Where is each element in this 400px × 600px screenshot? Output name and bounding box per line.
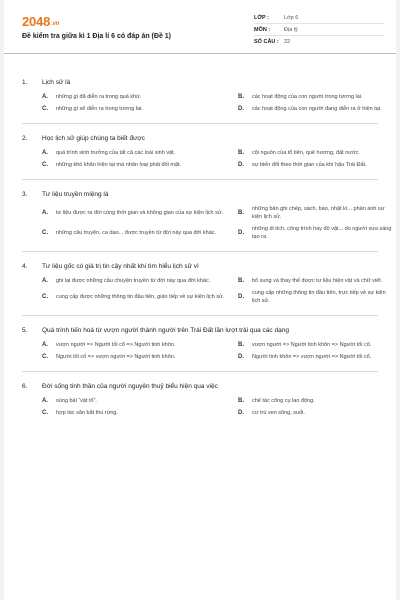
option-letter: B. [238, 278, 244, 284]
option-text: vượn người => Người tối cổ => Người tinh khôn. [56, 342, 176, 348]
option-letter: A. [42, 210, 48, 216]
question-number: 3. [22, 191, 28, 198]
option-text: quá trình sinh trưởng của tất cả các loài sinh vật. [56, 150, 176, 156]
meta-value: 22 [284, 39, 291, 45]
question-text: Tư liệu gốc có giá trị tin cậy nhất khi tìm hiểu lịch sử vì [42, 263, 199, 270]
option-letter: D. [238, 410, 244, 416]
option-letter: A. [42, 278, 48, 284]
option-text: cội nguồn của tổ tiên, quê hương, đất nước. [252, 150, 360, 156]
option-letter: C. [42, 162, 48, 168]
divider [22, 315, 378, 316]
option-text: những di tích, công trình hay đồ vật... do người xưa sáng tạo ra. [252, 226, 392, 240]
answer-options [22, 205, 392, 241]
question-text: Lịch sử là [42, 79, 71, 86]
option-c[interactable] [42, 289, 230, 305]
option-a[interactable] [42, 149, 230, 157]
question-text: Học lịch sử giúp chúng ta biết được [42, 135, 145, 142]
option-letter: D. [238, 106, 244, 112]
answer-options [22, 93, 382, 113]
meta-row-subject [254, 24, 384, 36]
option-letter: B. [238, 150, 244, 156]
meta-label: LỚP : [254, 14, 269, 21]
option-letter: A. [42, 94, 48, 100]
option-letter: D. [238, 230, 244, 236]
meta-row-count [254, 36, 384, 48]
option-letter: B. [238, 342, 244, 348]
option-a[interactable] [42, 397, 230, 405]
option-text: cư trú ven sông, suối. [252, 410, 305, 416]
answer-options [22, 341, 378, 361]
option-d[interactable] [238, 409, 396, 417]
logo-main: 2048 [22, 14, 51, 29]
question-number: 1. [22, 79, 28, 86]
option-letter: C. [42, 410, 48, 416]
question-list [4, 78, 396, 417]
option-a[interactable] [42, 93, 230, 101]
meta-row-class [254, 12, 384, 24]
option-letter: A. [42, 342, 48, 348]
document-title: Đề kiểm tra giữa kì 1 Địa lí 6 có đáp án (Đề 1) [22, 33, 172, 40]
option-text: tư liệu được ra đời cùng thời gian và không gian của sự kiện lịch sử. [56, 210, 224, 216]
question-5 [4, 326, 396, 372]
option-letter: B. [238, 210, 244, 216]
option-c[interactable] [42, 161, 230, 169]
option-c[interactable] [42, 225, 230, 241]
option-text: vượn người => Người tinh khôn => Người tối cổ. [252, 342, 372, 348]
option-a[interactable] [42, 341, 230, 349]
question-text: Đời sống tinh thần của người nguyên thuỷ biểu hiện qua việc [42, 383, 218, 390]
option-text: sùng bái “vật tổ”. [56, 398, 97, 404]
option-letter: C. [42, 294, 48, 300]
option-d[interactable] [238, 161, 396, 169]
question-2 [4, 134, 396, 180]
option-letter: A. [42, 150, 48, 156]
option-letter: C. [42, 354, 48, 360]
option-text: cung cấp được những thông tin đầu tiên, gián tiếp về sự kiện lịch sử. [56, 294, 225, 300]
question-4 [4, 262, 396, 316]
meta-value: Địa lý [284, 26, 298, 33]
meta-info [254, 12, 384, 48]
answer-options [22, 149, 378, 169]
option-text: Người tinh khôn => vượn người => Người tối cổ. [252, 354, 372, 360]
option-b[interactable] [238, 205, 396, 221]
question-number: 4. [22, 263, 28, 270]
option-letter: C. [42, 106, 48, 112]
option-d[interactable] [238, 353, 396, 361]
question-number: 5. [22, 327, 28, 334]
option-a[interactable] [42, 205, 230, 221]
option-letter: A. [42, 398, 48, 404]
option-text: những khó khăn hiện tại mà nhân loại phải đối mặt. [56, 162, 182, 168]
question-number: 2. [22, 135, 28, 142]
option-c[interactable] [42, 353, 230, 361]
option-text: sự biến đổi theo thời gian của khí hậu Trái Đất. [252, 162, 367, 168]
option-text: những câu truyện, ca dao... được truyền từ đời này qua đời khác. [56, 230, 217, 236]
option-letter: C. [42, 230, 48, 236]
option-b[interactable] [238, 93, 396, 101]
option-letter: D. [238, 162, 244, 168]
divider [22, 179, 378, 180]
option-text: những bản ghi chép, sách, báo, nhật kí... phản ánh sự kiện lịch sử. [252, 206, 385, 220]
question-1 [4, 78, 396, 124]
meta-label: MÔN : [254, 26, 271, 33]
option-letter: B. [238, 398, 244, 404]
divider [22, 123, 378, 124]
option-letter: D. [238, 354, 244, 360]
question-text: Quá trình tiến hoá từ vượn người thành người trên Trái Đất lần lượt trải qua các dạng [42, 327, 289, 334]
option-text: bổ sung và thay thế được tư liệu hiện vật và chữ viết. [252, 278, 383, 284]
option-text: Người tối cổ => vượn người => Người tinh khôn. [56, 354, 176, 360]
option-d[interactable] [238, 289, 396, 305]
meta-label: SỐ CÂU : [254, 39, 279, 45]
question-number: 6. [22, 383, 28, 390]
logo-sub: .vn [51, 21, 60, 27]
option-text: những gì sẽ diễn ra trong tương lai. [56, 106, 143, 112]
header [4, 0, 396, 54]
option-b[interactable] [238, 149, 396, 157]
option-letter: D. [238, 294, 244, 300]
option-d[interactable] [238, 225, 396, 241]
option-text: những gì đã diễn ra trong quá khứ. [56, 94, 142, 100]
question-text: Tư liệu truyền miệng là [42, 191, 109, 198]
option-letter: B. [238, 94, 244, 100]
option-a[interactable] [42, 277, 230, 285]
option-b[interactable] [238, 341, 396, 349]
meta-value: Lớp 6 [284, 14, 299, 21]
option-text: các hoạt động của con người trong tương lai. [252, 94, 363, 100]
answer-options [22, 277, 386, 305]
option-text: chế tác công cụ lao động. [252, 398, 315, 404]
option-text: cung cấp những thông tin đầu tiên, trực tiếp về sự kiện lịch sử. [252, 290, 386, 304]
page [4, 0, 396, 600]
option-b[interactable] [238, 397, 396, 405]
question-3 [4, 190, 396, 252]
option-c[interactable] [42, 409, 230, 417]
option-b[interactable] [238, 277, 396, 285]
option-text: ghi lại được những câu chuyện truyền từ đời này qua đời khác. [56, 278, 211, 284]
option-text: hợp tác săn bắt thú rừng. [56, 410, 119, 416]
question-6 [4, 382, 396, 417]
option-c[interactable] [42, 105, 230, 113]
divider [22, 251, 378, 252]
site-logo[interactable] [22, 14, 59, 29]
divider [22, 371, 378, 372]
option-d[interactable] [238, 105, 396, 113]
option-text: các hoạt động của con người đang diễn ra ở hiện tại. [252, 106, 382, 112]
answer-options [22, 397, 378, 417]
